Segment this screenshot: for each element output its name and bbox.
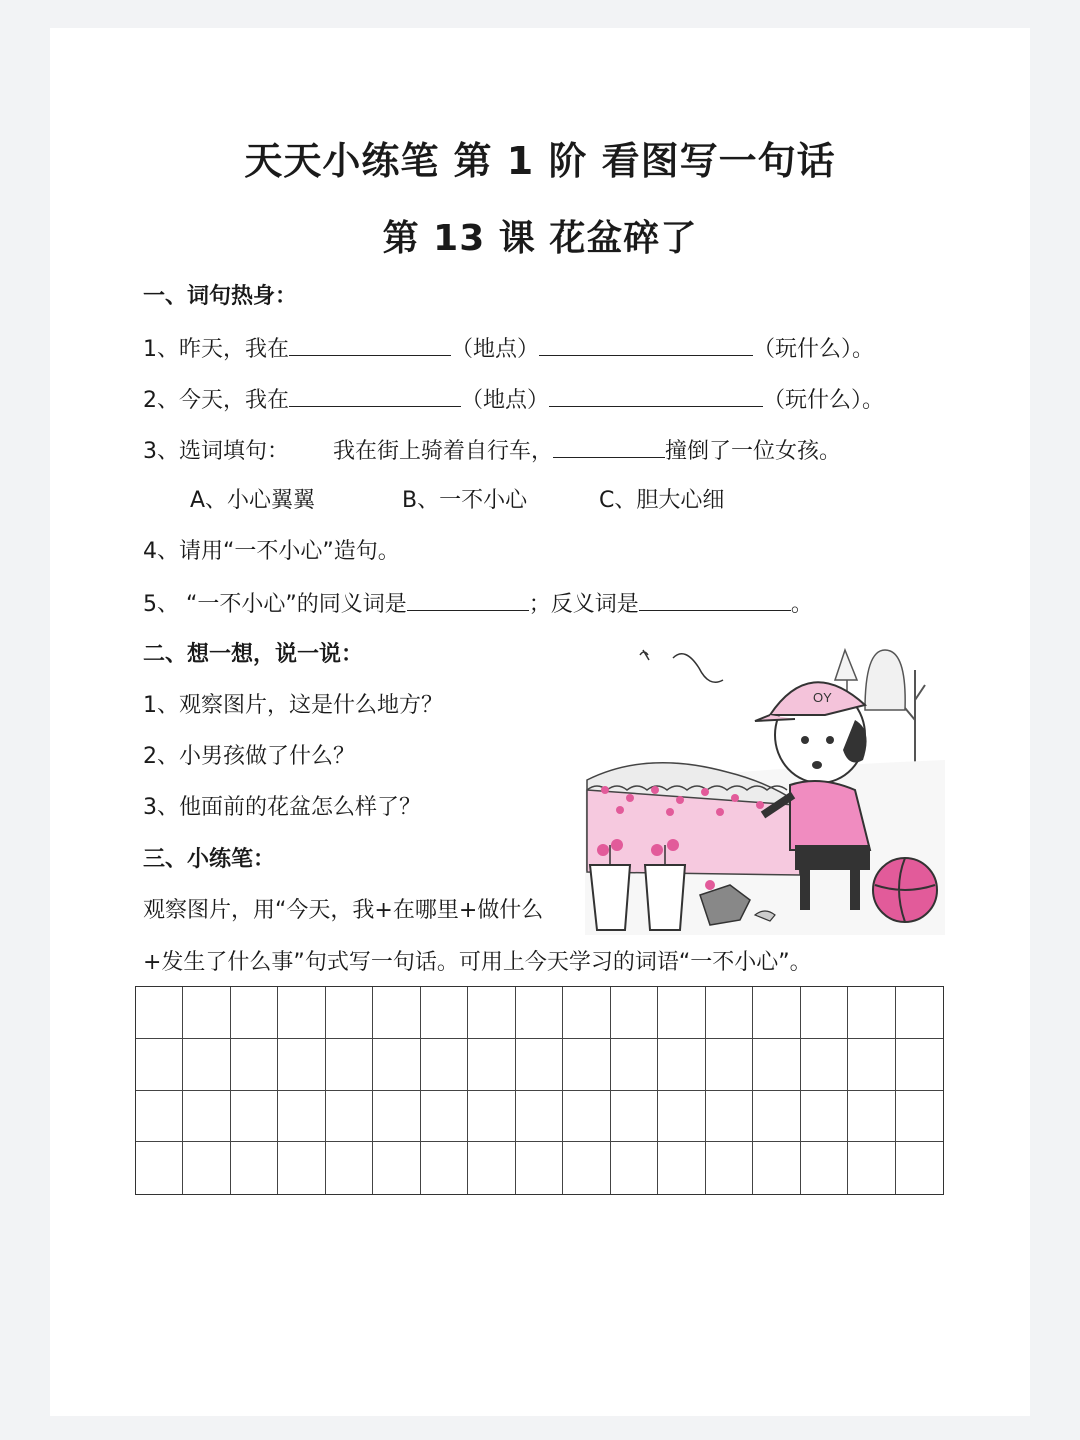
grid-cell[interactable]: [848, 987, 895, 1039]
lesson-title: 第 13 课 花盆碎了: [382, 218, 698, 259]
grid-cell[interactable]: [611, 1142, 658, 1194]
grid-cell[interactable]: [753, 1091, 800, 1143]
q5-prefix: 5、 “一不小心”的同义词是: [143, 592, 407, 617]
q5-suffix: 。: [790, 592, 813, 617]
grid-cell[interactable]: [278, 987, 325, 1039]
question-1: [143, 333, 874, 365]
grid-cell[interactable]: [373, 1039, 420, 1091]
grid-cell[interactable]: [231, 987, 278, 1039]
grid-cell[interactable]: [516, 987, 563, 1039]
option-c[interactable]: C、胆大心细: [599, 488, 725, 513]
s3-instruction-line1: 观察图片，用“今天，我+在哪里+做什么: [143, 898, 544, 923]
s2-question-1: 1、观察图片，这是什么地方？: [143, 693, 443, 718]
grid-cell[interactable]: [658, 1142, 705, 1194]
grid-cell[interactable]: [326, 987, 373, 1039]
grid-cell[interactable]: [516, 1091, 563, 1143]
grid-cell[interactable]: [706, 987, 753, 1039]
grid-cell[interactable]: [848, 1142, 895, 1194]
option-b[interactable]: B、一不小心: [402, 488, 528, 513]
grid-cell[interactable]: [421, 987, 468, 1039]
worksheet-title: 天天小练笔 第 1 阶 看图写一句话: [244, 139, 836, 183]
grid-cell[interactable]: [326, 1039, 373, 1091]
grid-cell[interactable]: [136, 1039, 183, 1091]
question-2: [143, 384, 884, 416]
grid-cell[interactable]: [231, 1091, 278, 1143]
grid-cell[interactable]: [801, 1091, 848, 1143]
grid-cell[interactable]: [278, 1142, 325, 1194]
grid-cell[interactable]: [848, 1091, 895, 1143]
grid-cell[interactable]: [183, 987, 230, 1039]
grid-cell[interactable]: [658, 1039, 705, 1091]
writing-grid[interactable]: [135, 986, 944, 1195]
grid-cell[interactable]: [706, 1091, 753, 1143]
grid-cell[interactable]: [658, 1091, 705, 1143]
grid-cell[interactable]: [896, 1039, 943, 1091]
grid-cell[interactable]: [468, 1142, 515, 1194]
grid-cell[interactable]: [611, 1091, 658, 1143]
boy-broken-flowerpot-illustration: [585, 640, 945, 935]
grid-cell[interactable]: [848, 1039, 895, 1091]
q5-blank-synonym[interactable]: [407, 588, 529, 611]
grid-cell[interactable]: [801, 1142, 848, 1194]
q3-blank[interactable]: [553, 435, 665, 458]
grid-cell[interactable]: [183, 1142, 230, 1194]
grid-cell[interactable]: [421, 1091, 468, 1143]
grid-cell[interactable]: [326, 1091, 373, 1143]
grid-cell[interactable]: [373, 1142, 420, 1194]
q3-sentence-b: 撞倒了一位女孩。: [665, 439, 842, 464]
grid-cell[interactable]: [611, 1039, 658, 1091]
grid-cell[interactable]: [421, 1039, 468, 1091]
grid-cell[interactable]: [516, 1142, 563, 1194]
grid-cell[interactable]: [468, 1091, 515, 1143]
q5-blank-antonym[interactable]: [639, 588, 791, 611]
question-3: [143, 435, 841, 467]
grid-cell[interactable]: [896, 987, 943, 1039]
q1-suffix: （玩什么）。: [753, 337, 875, 362]
grid-cell[interactable]: [421, 1142, 468, 1194]
section2-heading: 二、想一想，说一说：: [143, 642, 364, 667]
grid-cell[interactable]: [753, 1039, 800, 1091]
grid-cell[interactable]: [801, 987, 848, 1039]
q5-mid: ；反义词是: [528, 592, 639, 617]
grid-cell[interactable]: [278, 1039, 325, 1091]
grid-cell[interactable]: [231, 1142, 278, 1194]
grid-cell[interactable]: [706, 1039, 753, 1091]
q3-prefix: 3、选词填句：: [143, 439, 289, 464]
grid-cell[interactable]: [896, 1142, 943, 1194]
grid-cell[interactable]: [183, 1091, 230, 1143]
grid-cell[interactable]: [373, 987, 420, 1039]
grid-cell[interactable]: [658, 987, 705, 1039]
grid-cell[interactable]: [468, 1039, 515, 1091]
grid-cell[interactable]: [753, 1142, 800, 1194]
cap-letters: OY: [813, 690, 832, 705]
grid-cell[interactable]: [706, 1142, 753, 1194]
question-5: [143, 588, 813, 620]
grid-cell[interactable]: [563, 987, 610, 1039]
question-4: 4、请用“一不小心”造句。: [143, 539, 400, 564]
s2-question-2: 2、小男孩做了什么？: [143, 744, 355, 769]
grid-cell[interactable]: [373, 1091, 420, 1143]
grid-cell[interactable]: [136, 1142, 183, 1194]
grid-cell[interactable]: [801, 1039, 848, 1091]
grid-cell[interactable]: [563, 1091, 610, 1143]
section1-heading: 一、词句热身：: [143, 284, 298, 309]
q2-blank-activity[interactable]: [549, 384, 763, 407]
grid-cell[interactable]: [563, 1039, 610, 1091]
grid-cell[interactable]: [326, 1142, 373, 1194]
q1-prefix: 1、昨天，我在: [143, 337, 289, 362]
grid-cell[interactable]: [183, 1039, 230, 1091]
grid-cell[interactable]: [278, 1091, 325, 1143]
grid-cell[interactable]: [896, 1091, 943, 1143]
s2-question-3: 3、他面前的花盆怎么样了？: [143, 795, 421, 820]
section3-heading: 三、小练笔：: [143, 847, 276, 872]
q3-sentence-a: 我在街上骑着自行车，: [333, 439, 554, 464]
s3-instruction-line2: +发生了什么事”句式写一句话。可用上今天学习的词语“一不小心”。: [143, 950, 812, 975]
grid-cell[interactable]: [611, 987, 658, 1039]
q2-blank-place[interactable]: [289, 384, 461, 407]
q2-prefix: 2、今天，我在: [143, 388, 289, 413]
q3-options: [190, 486, 724, 516]
q1-mid: （地点）: [451, 337, 540, 362]
q2-suffix: （玩什么）。: [763, 388, 885, 413]
option-a[interactable]: A、小心翼翼: [190, 488, 316, 513]
q2-mid: （地点）: [461, 388, 550, 413]
grid-cell[interactable]: [136, 987, 183, 1039]
grid-cell[interactable]: [516, 1039, 563, 1091]
grid-cell[interactable]: [468, 987, 515, 1039]
grid-cell[interactable]: [136, 1091, 183, 1143]
grid-cell[interactable]: [231, 1039, 278, 1091]
grid-cell[interactable]: [753, 987, 800, 1039]
q1-blank-place[interactable]: [289, 333, 451, 356]
grid-cell[interactable]: [563, 1142, 610, 1194]
q1-blank-activity[interactable]: [539, 333, 753, 356]
